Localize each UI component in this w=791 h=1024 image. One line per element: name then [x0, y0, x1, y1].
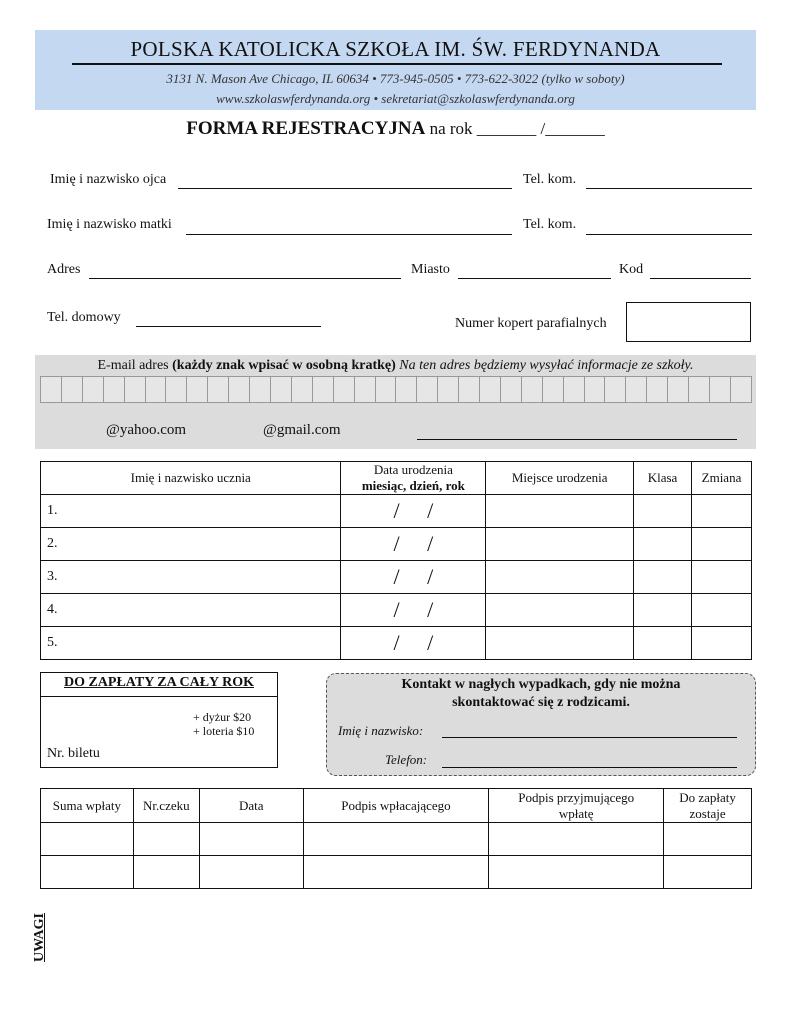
payments-table [40, 788, 752, 889]
col-shift: Zmiana [692, 462, 752, 495]
row-number[interactable]: 1. [41, 495, 341, 528]
mother-input-line[interactable] [186, 234, 512, 235]
payment-cell[interactable] [489, 823, 664, 856]
father-phone-label: Tel. kom. [523, 172, 577, 187]
class-cell[interactable] [634, 528, 692, 561]
notes-label: UWAGI [32, 912, 47, 962]
zip-input-line[interactable] [650, 278, 751, 279]
col-check-number: Nr.czeku [133, 789, 199, 823]
dob-slash: / / [393, 564, 434, 589]
email-option-yahoo: @yahoo.com [106, 422, 187, 438]
zip-label: Kod [619, 262, 644, 277]
class-cell[interactable] [634, 495, 692, 528]
dob-slash: / / [393, 630, 434, 655]
emergency-name-label: Imię i nazwisko: [338, 723, 424, 738]
mother-phone-label: Tel. kom. [523, 217, 577, 232]
birthplace-cell[interactable] [486, 561, 634, 594]
form-title-year: na rok _______ /_______ [425, 119, 605, 138]
students-table [40, 461, 752, 660]
annual-payment-box [40, 672, 278, 768]
row-number[interactable]: 2. [41, 528, 341, 561]
payment-cell[interactable] [199, 856, 303, 889]
payment-cell[interactable] [41, 823, 134, 856]
dob-cell[interactable] [341, 594, 486, 627]
dob-cell[interactable] [341, 495, 486, 528]
table-row [41, 823, 752, 856]
payment-cell[interactable] [133, 856, 199, 889]
email-label: E-mail adres [97, 358, 169, 373]
birthplace-cell[interactable] [486, 627, 634, 660]
table-row [41, 594, 752, 627]
dob-slash: / / [393, 597, 434, 622]
father-input-line[interactable] [178, 188, 512, 189]
title-divider [72, 63, 722, 65]
annual-payment-title: DO ZAPŁATY ZA CAŁY ROK [63, 675, 255, 690]
balance-header-line1: Do zapłaty [679, 789, 736, 805]
col-date-of-birth [341, 462, 486, 495]
table-row [41, 495, 752, 528]
dob-cell[interactable] [341, 627, 486, 660]
payment-cell[interactable] [489, 856, 664, 889]
dob-slash: / / [393, 531, 434, 556]
father-label: Imię i nazwisko ojca [50, 172, 167, 187]
father-phone-input-line[interactable] [586, 188, 752, 189]
emergency-name-input-line[interactable] [442, 737, 737, 738]
row-number[interactable]: 3. [41, 561, 341, 594]
email-char-boxes[interactable] [40, 376, 752, 403]
home-phone-input-line[interactable] [136, 326, 321, 327]
shift-cell[interactable] [692, 528, 752, 561]
address-label: Adres [47, 262, 81, 277]
receiver-header-line2: wpłatę [558, 805, 594, 821]
birthplace-cell[interactable] [486, 495, 634, 528]
school-web-contact: www.szkolaswferdynanda.org • sekretariat@szkolaswferdynanda.org [216, 91, 575, 106]
table-row [41, 561, 752, 594]
email-header [35, 358, 756, 374]
receiver-header-line1: Podpis przyjmującego [518, 789, 635, 805]
col-class: Klasa [634, 462, 692, 495]
parish-envelope-label: Numer kopert parafialnych [455, 316, 607, 331]
mother-label: Imię i nazwisko matki [47, 217, 172, 232]
emergency-title-line2: skontaktować się z rodzicami. [452, 695, 630, 710]
duty-fee: + dyżur $20 [193, 710, 252, 724]
col-payer-signature: Podpis wpłacającego [303, 789, 489, 823]
city-label: Miasto [411, 262, 450, 277]
col-balance-due [664, 789, 752, 823]
row-number[interactable]: 4. [41, 594, 341, 627]
class-cell[interactable] [634, 561, 692, 594]
address-input-line[interactable] [89, 278, 401, 279]
emergency-title [327, 676, 755, 712]
table-row [41, 528, 752, 561]
birthplace-cell[interactable] [486, 528, 634, 561]
emergency-phone-input-line[interactable] [442, 767, 737, 768]
email-other-input-line[interactable] [417, 439, 737, 440]
emergency-phone-label: Telefon: [385, 752, 428, 767]
col-student-name: Imię i nazwisko ucznia [41, 462, 341, 495]
ticket-number-label: Nr. biletu [47, 746, 100, 761]
col-receiver-signature [489, 789, 664, 823]
city-input-line[interactable] [458, 278, 611, 279]
home-phone-label: Tel. domowy [47, 310, 121, 325]
dob-header-line2: miesiąc, dzień, rok [361, 478, 465, 493]
col-birthplace: Miejsce urodzenia [486, 462, 634, 495]
payment-cell[interactable] [664, 823, 752, 856]
email-instruction: (każdy znak wpisać w osobną kratkę) [172, 358, 396, 373]
payment-cell[interactable] [41, 856, 134, 889]
row-number[interactable]: 5. [41, 627, 341, 660]
email-option-gmail: @gmail.com [263, 422, 341, 438]
dob-slash: / / [393, 498, 434, 523]
mother-phone-input-line[interactable] [586, 234, 752, 235]
email-note: Na ten adres będziemy wysyłać informacje ze szkoły. [399, 358, 694, 373]
payment-title-divider [41, 696, 277, 697]
lottery-fee: + loteria $10 [193, 724, 255, 738]
payment-cell[interactable] [133, 823, 199, 856]
class-cell[interactable] [634, 594, 692, 627]
shift-cell[interactable] [692, 561, 752, 594]
shift-cell[interactable] [692, 594, 752, 627]
form-title-main: FORMA REJESTRACYJNA [186, 118, 426, 139]
payment-cell[interactable] [664, 856, 752, 889]
form-title [0, 118, 791, 140]
balance-header-line2: zostaje [689, 805, 726, 821]
birthplace-cell[interactable] [486, 594, 634, 627]
parish-envelope-box[interactable] [626, 302, 751, 342]
col-date: Data [199, 789, 303, 823]
school-name: POLSKA KATOLICKA SZKOŁA IM. ŚW. FERDYNANDA [130, 37, 661, 61]
dob-cell[interactable] [341, 528, 486, 561]
payment-cell[interactable] [303, 823, 489, 856]
table-row [41, 856, 752, 889]
emergency-contact-box [326, 673, 756, 776]
payment-cell[interactable] [199, 823, 303, 856]
table-row [41, 627, 752, 660]
dob-cell[interactable] [341, 561, 486, 594]
col-payment-sum: Suma wpłaty [41, 789, 134, 823]
class-cell[interactable] [634, 627, 692, 660]
payment-cell[interactable] [303, 856, 489, 889]
shift-cell[interactable] [692, 627, 752, 660]
school-address: 3131 N. Mason Ave Chicago, IL 60634 • 773-945-0505 • 773-622-3022 (tylko w soboty) [166, 71, 625, 86]
emergency-title-line1: Kontakt w nagłych wypadkach, gdy nie można [401, 677, 681, 692]
shift-cell[interactable] [692, 495, 752, 528]
dob-header-line1: Data urodzenia [373, 462, 453, 477]
